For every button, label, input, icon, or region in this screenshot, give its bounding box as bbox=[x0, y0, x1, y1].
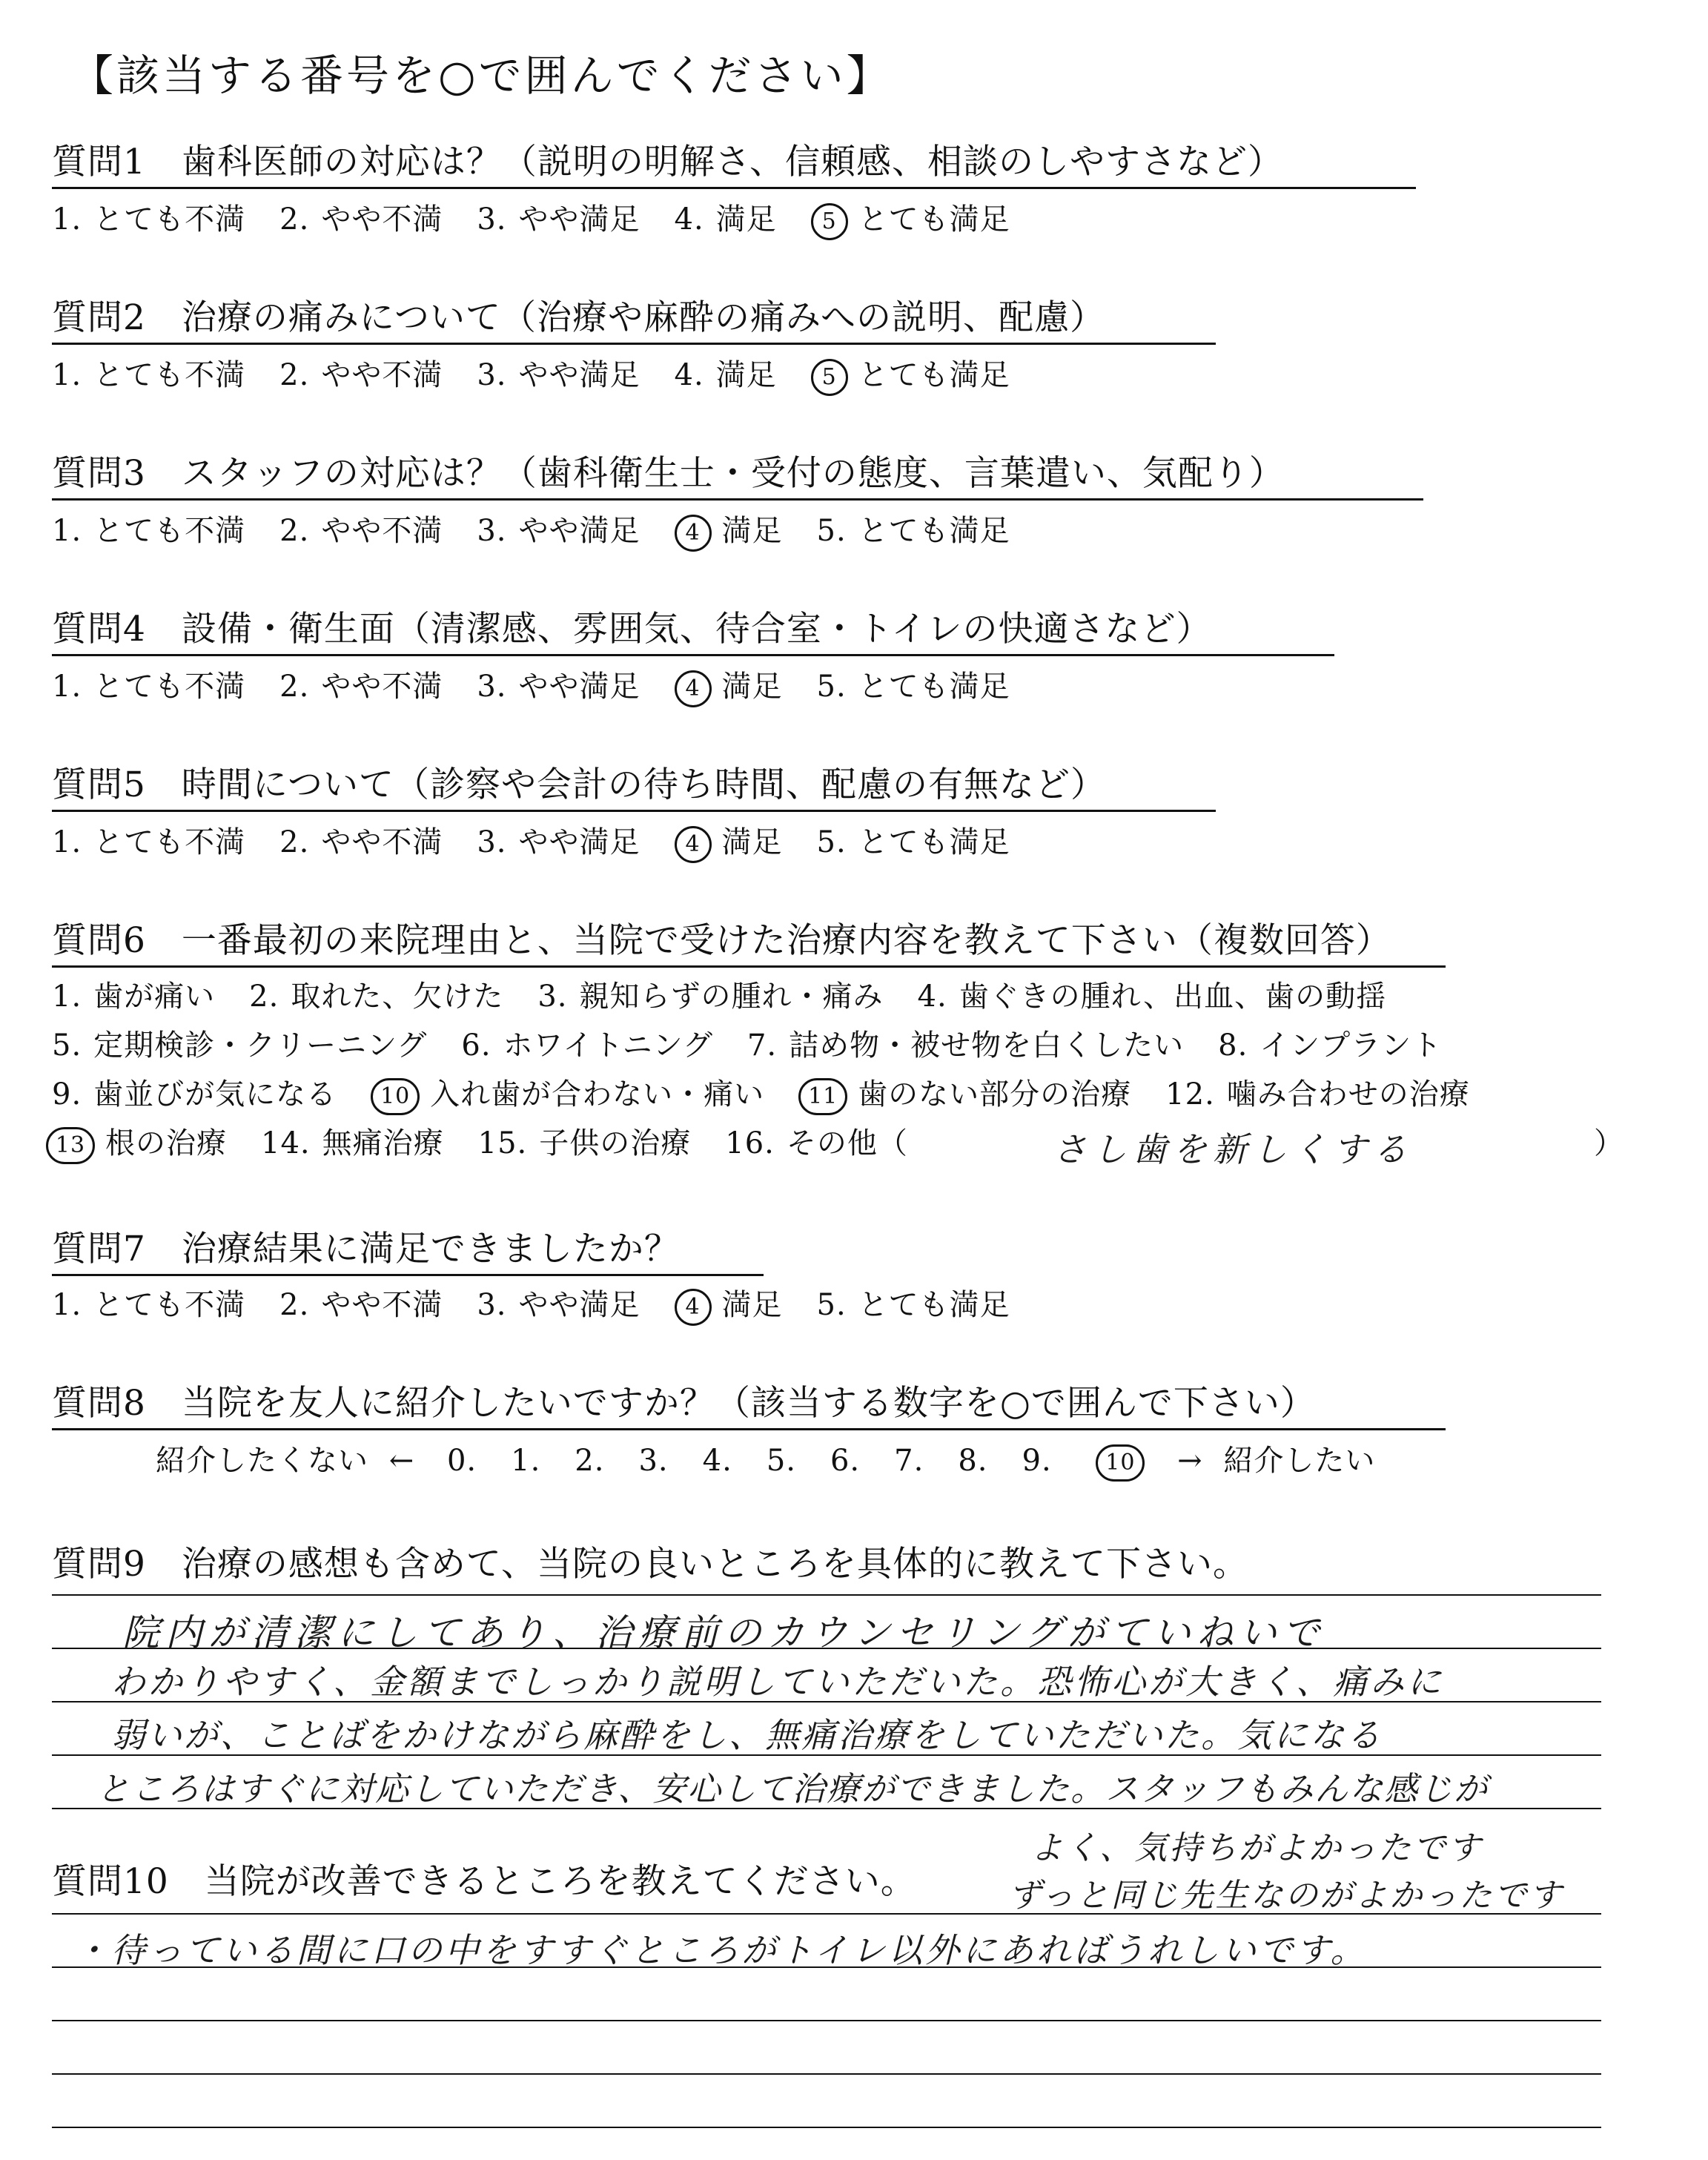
scale-number: 9. bbox=[1022, 1444, 1052, 1478]
choice-number: 1. bbox=[52, 514, 82, 548]
choice-number: 2. bbox=[279, 825, 310, 859]
choice-label: 歯が痛い bbox=[93, 980, 216, 1014]
choice-number-circled: 4 bbox=[675, 1289, 712, 1326]
q8-selected-circled: 10 bbox=[1096, 1444, 1145, 1482]
choice-number: 3. bbox=[477, 825, 507, 859]
scale-number: 3. bbox=[638, 1444, 669, 1478]
choice-label: 噛み合わせの治療 bbox=[1226, 1077, 1470, 1112]
choice-number-circled: 5 bbox=[811, 203, 848, 240]
choice-label: とても不満 bbox=[93, 825, 246, 859]
choice-number-circled: 11 bbox=[798, 1078, 847, 1115]
choice-label: やや満足 bbox=[518, 670, 640, 704]
q9-answer-line-2: わかりやすく、金額までしっかり説明していただいた。恐怖心が大きく、痛みに bbox=[111, 1662, 1445, 1702]
q8-scale bbox=[156, 1443, 1375, 1482]
choice-option bbox=[811, 358, 1010, 392]
q8-left-label: 紹介したくない bbox=[156, 1444, 368, 1478]
choice-number: 7. bbox=[747, 1028, 778, 1063]
choice-label: やや満足 bbox=[518, 825, 640, 859]
choice-option bbox=[725, 1126, 908, 1160]
choice-option bbox=[477, 670, 640, 704]
choice-number: 8. bbox=[1218, 1028, 1248, 1063]
choice-number: 3. bbox=[477, 670, 507, 704]
q4-title: 質問4 設備・衛生面（清潔感、雰囲気、待合室・トイレの快適さなど） bbox=[52, 610, 1334, 656]
scale-number: 5. bbox=[766, 1444, 796, 1478]
choice-label: とても不満 bbox=[93, 202, 246, 237]
choice-label: とても不満 bbox=[93, 670, 246, 704]
choice-option bbox=[46, 1126, 227, 1160]
answer-line bbox=[52, 2073, 1601, 2075]
choice-label: とても満足 bbox=[858, 825, 1010, 859]
choice-option bbox=[747, 1028, 1184, 1063]
choice-number: 2. bbox=[279, 202, 310, 237]
choice-label: やや満足 bbox=[518, 358, 640, 392]
choice-number: 1. bbox=[52, 670, 82, 704]
choice-number: 1. bbox=[52, 1288, 82, 1322]
choice-number-circled: 5 bbox=[811, 359, 848, 396]
choice-number-circled: 4 bbox=[675, 670, 712, 707]
choice-number-circled: 13 bbox=[46, 1127, 95, 1164]
choice-option bbox=[537, 980, 883, 1014]
choice-number: 4. bbox=[917, 980, 947, 1014]
choice-number: 5. bbox=[816, 670, 847, 704]
q6-other-close: ） bbox=[1594, 1126, 1624, 1160]
choice-option bbox=[817, 1288, 1010, 1322]
choice-option bbox=[478, 1126, 692, 1160]
choice-label: 満足 bbox=[721, 514, 783, 548]
q9-answer-line-1: 院内が清潔にしてあり、治療前のカウンセリングがていねいで bbox=[122, 1611, 1325, 1654]
q8-right-label: 紹介したい bbox=[1223, 1444, 1376, 1478]
q7-title: 質問7 治療結果に満足できましたか？ bbox=[52, 1229, 764, 1276]
choice-option bbox=[279, 670, 443, 704]
q3-title: 質問3 スタッフの対応は？（歯科衛生士・受付の態度、言葉遣い、気配り） bbox=[52, 454, 1423, 501]
q9-answer-line-3: 弱いが、ことばをかけながら麻酔をし、無痛治療をしていただいた。気になる bbox=[111, 1715, 1383, 1755]
scale-number: 1. bbox=[511, 1444, 541, 1478]
answer-line bbox=[52, 1594, 1601, 1596]
choice-number: 2. bbox=[279, 670, 310, 704]
choice-number: 2. bbox=[249, 980, 279, 1014]
scale-number: 7. bbox=[894, 1444, 924, 1478]
choice-option bbox=[279, 202, 443, 237]
choice-number: 14. bbox=[261, 1126, 311, 1160]
choice-number: 1. bbox=[52, 358, 82, 392]
q6-row-4 bbox=[46, 1126, 942, 1164]
q5-options bbox=[52, 825, 1045, 863]
choice-option bbox=[477, 358, 640, 392]
q10-overflow-line-1: よく、気持ちがよかったです bbox=[1030, 1829, 1483, 1867]
choice-option bbox=[52, 358, 245, 392]
choice-number: 3. bbox=[477, 1288, 507, 1322]
choice-number: 12. bbox=[1165, 1077, 1215, 1112]
choice-number: 15. bbox=[477, 1126, 528, 1160]
choice-option bbox=[52, 825, 245, 859]
q1-title: 質問1 歯科医師の対応は？（説明の明解さ、信頼感、相談のしやすさなど） bbox=[52, 142, 1416, 189]
scale-number: 4. bbox=[702, 1444, 732, 1478]
choice-option bbox=[279, 358, 443, 392]
choice-label: やや満足 bbox=[518, 514, 640, 548]
choice-option bbox=[52, 1028, 427, 1063]
q3-options bbox=[52, 513, 1045, 552]
q10-title: 質問10 当院が改善できるところを教えてください。 bbox=[52, 1861, 916, 1902]
choice-number: 3. bbox=[537, 980, 568, 1014]
choice-label: とても不満 bbox=[93, 358, 246, 392]
choice-label: ホワイトニング bbox=[503, 1028, 713, 1063]
choice-label: 詰め物・被せ物を白くしたい bbox=[789, 1028, 1185, 1063]
choice-option bbox=[675, 358, 777, 392]
q7-options bbox=[52, 1287, 1045, 1326]
choice-label: 歯並びが気になる bbox=[93, 1077, 337, 1112]
choice-number: 1. bbox=[52, 202, 82, 237]
q9-answer-line-4: ところはすぐに対応していただき、安心して治療ができました。スタッフもみんな感じが bbox=[96, 1769, 1489, 1809]
choice-number: 16. bbox=[725, 1126, 775, 1160]
q1-options bbox=[52, 202, 1045, 240]
choice-option bbox=[249, 980, 503, 1014]
q6-other-handwritten: さし歯を新しくする bbox=[1053, 1129, 1413, 1169]
q4-options bbox=[52, 669, 1045, 707]
choice-option bbox=[817, 514, 1010, 548]
choice-label: 無痛治療 bbox=[322, 1126, 444, 1160]
choice-option bbox=[675, 670, 783, 704]
q9-title: 質問9 治療の感想も含めて、当院の良いところを具体的に教えて下さい。 bbox=[52, 1544, 1248, 1585]
choice-label: 歯のない部分の治療 bbox=[858, 1077, 1132, 1112]
choice-number: 5. bbox=[816, 1288, 847, 1322]
choice-number: 5. bbox=[816, 514, 847, 548]
choice-option bbox=[52, 202, 245, 237]
choice-number: 2. bbox=[279, 514, 310, 548]
choice-number-circled: 10 bbox=[371, 1078, 420, 1115]
choice-label: やや不満 bbox=[321, 670, 443, 704]
q6-row-2 bbox=[52, 1028, 1476, 1063]
choice-label: とても満足 bbox=[858, 670, 1010, 704]
choice-option bbox=[461, 1028, 713, 1063]
q6-title: 質問6 一番最初の来院理由と、当院で受けた治療内容を教えて下さい（複数回答） bbox=[52, 921, 1446, 968]
scale-number: 8. bbox=[958, 1444, 988, 1478]
choice-number: 1. bbox=[52, 825, 82, 859]
choice-option bbox=[52, 1288, 245, 1322]
choice-label: 満足 bbox=[721, 670, 783, 704]
choice-label: その他（ bbox=[786, 1126, 908, 1160]
q10-overflow-line-2: ずっと同じ先生なのがよかったです bbox=[1008, 1877, 1564, 1915]
choice-number: 3. bbox=[477, 514, 507, 548]
choice-number-circled: 4 bbox=[675, 515, 712, 552]
choice-label: やや満足 bbox=[518, 202, 640, 237]
q5-title: 質問5 時間について（診察や会計の待ち時間、配慮の有無など） bbox=[52, 765, 1216, 812]
choice-label: 満足 bbox=[715, 202, 777, 237]
choice-number: 3. bbox=[477, 202, 507, 237]
choice-number-circled: 4 bbox=[675, 826, 712, 863]
choice-option bbox=[477, 825, 640, 859]
q10-answer-line-1: ・待っている間に口の中をすすぐところがトイレ以外にあればうれしいです。 bbox=[74, 1930, 1368, 1970]
scale-number: 2. bbox=[575, 1444, 605, 1478]
choice-option bbox=[477, 202, 640, 237]
choice-number: 5. bbox=[816, 825, 847, 859]
q6-row-3 bbox=[52, 1077, 1504, 1115]
choice-option bbox=[52, 514, 245, 548]
choice-number: 9. bbox=[52, 1077, 82, 1112]
choice-label: やや満足 bbox=[518, 1288, 640, 1322]
choice-option bbox=[675, 514, 783, 548]
choice-option bbox=[52, 670, 245, 704]
choice-label: 満足 bbox=[721, 825, 783, 859]
choice-option bbox=[817, 670, 1010, 704]
q6-row-1 bbox=[52, 979, 1420, 1014]
scale-number: 6. bbox=[830, 1444, 861, 1478]
q8-title: 質問8 当院を友人に紹介したいですか？（該当する数字を○で囲んで下さい） bbox=[52, 1384, 1446, 1430]
choice-option bbox=[798, 1077, 1131, 1112]
choice-option bbox=[477, 514, 640, 548]
choice-option bbox=[477, 1288, 640, 1322]
choice-label: インプラント bbox=[1260, 1028, 1443, 1063]
choice-option bbox=[279, 514, 443, 548]
answer-line bbox=[52, 1913, 1601, 1915]
choice-label: 満足 bbox=[715, 358, 777, 392]
choice-label: とても満足 bbox=[858, 358, 1010, 392]
choice-label: とても満足 bbox=[858, 1288, 1010, 1322]
scale-number: 0. bbox=[446, 1444, 477, 1478]
choice-option bbox=[675, 202, 777, 237]
choice-option bbox=[817, 825, 1010, 859]
choice-option bbox=[675, 825, 783, 859]
choice-label: とても満足 bbox=[858, 202, 1010, 237]
choice-option bbox=[1165, 1077, 1470, 1112]
choice-label: 歯ぐきの腫れ、出血、歯の動揺 bbox=[959, 980, 1387, 1014]
left-arrow-icon: ← bbox=[388, 1444, 415, 1478]
choice-option bbox=[1218, 1028, 1442, 1063]
choice-number: 6. bbox=[461, 1028, 491, 1063]
choice-option bbox=[675, 1288, 783, 1322]
q2-options bbox=[52, 357, 1045, 396]
right-arrow-icon: → bbox=[1177, 1444, 1203, 1478]
choice-number: 5. bbox=[52, 1028, 82, 1063]
choice-number: 3. bbox=[477, 358, 507, 392]
choice-label: 満足 bbox=[721, 1288, 783, 1322]
choice-label: 入れ歯が合わない・痛い bbox=[430, 1077, 765, 1112]
choice-label: 親知らずの腫れ・痛み bbox=[579, 980, 884, 1014]
answer-line bbox=[52, 2127, 1601, 2128]
choice-number: 4. bbox=[674, 358, 704, 392]
choice-option bbox=[918, 980, 1387, 1014]
choice-label: とても不満 bbox=[93, 514, 246, 548]
choice-label: やや不満 bbox=[321, 1288, 443, 1322]
choice-option bbox=[52, 980, 215, 1014]
choice-number: 4. bbox=[674, 202, 704, 237]
choice-option bbox=[279, 1288, 443, 1322]
choice-option bbox=[261, 1126, 444, 1160]
choice-label: とても不満 bbox=[93, 1288, 246, 1322]
choice-number: 2. bbox=[279, 358, 310, 392]
choice-label: やや不満 bbox=[321, 514, 443, 548]
q2-title: 質問2 治療の痛みについて（治療や麻酔の痛みへの説明、配慮） bbox=[52, 298, 1216, 345]
choice-label: やや不満 bbox=[321, 358, 443, 392]
choice-label: 定期検診・クリーニング bbox=[93, 1028, 428, 1063]
choice-label: とても満足 bbox=[858, 514, 1010, 548]
choice-option bbox=[371, 1077, 764, 1112]
choice-label: やや不満 bbox=[321, 202, 443, 237]
q8-scale-numbers bbox=[447, 1444, 1086, 1478]
choice-number: 1. bbox=[52, 980, 82, 1014]
choice-label: 取れた、欠けた bbox=[291, 980, 504, 1014]
page-header: 【該当する番号を○で囲んでください】 bbox=[70, 50, 893, 101]
choice-label: 根の治療 bbox=[105, 1126, 227, 1160]
choice-option bbox=[52, 1077, 337, 1112]
choice-option bbox=[279, 825, 443, 859]
answer-line bbox=[52, 2020, 1601, 2021]
choice-option bbox=[811, 202, 1010, 237]
choice-label: 子供の治療 bbox=[539, 1126, 692, 1160]
choice-label: やや不満 bbox=[321, 825, 443, 859]
choice-number: 2. bbox=[279, 1288, 310, 1322]
